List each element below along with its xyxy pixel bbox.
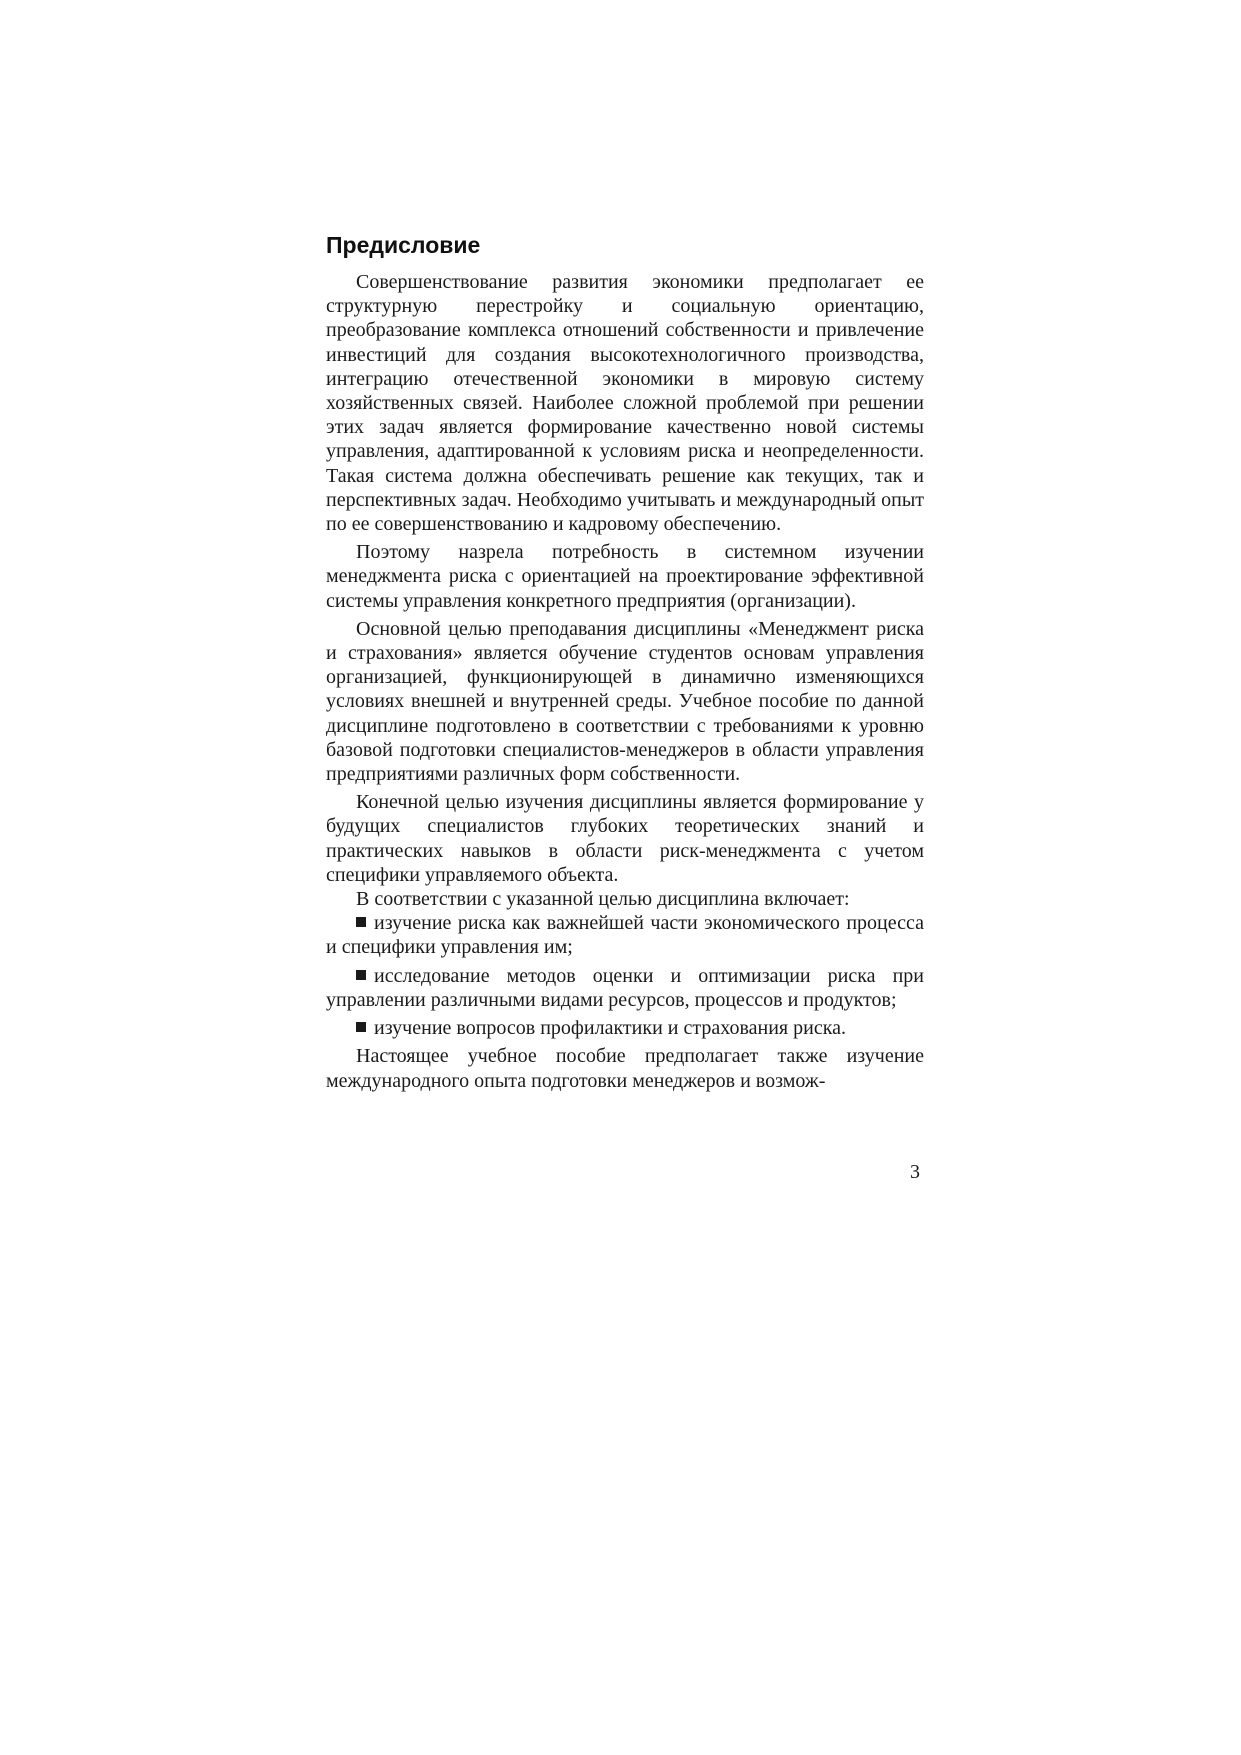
paragraph-1: Совершенствование развития экономики предполагает ее структурную перестройку и социальную ориентацию, преобразование комплекса отношений собственности и привлечение инвестиций для создания высокотехнологичного производства, интеграцию отечественной экономики в мировую систему хозяйственных связей. Наиболее сложной проблемой при решении этих задач является формирование качественно новой системы управления, адаптированной к условиям риска и неопределенности. Такая система должна обеспечивать решение как текущих, так и перспективных задач. Необходимо учитывать и международный опыт по ее совершенствованию и кадровому обеспечению. <box>326 271 924 536</box>
bullet-item-3 <box>326 1016 924 1040</box>
square-bullet-icon <box>356 917 366 927</box>
square-bullet-icon <box>356 1022 366 1032</box>
paragraph-5: В соответствии с указанной целью дисциплина включает: <box>356 888 850 911</box>
square-bullet-icon <box>356 970 366 980</box>
bullet-text-1: изучение риска как важнейшей части экономического процесса и специфики управления им; <box>326 912 924 959</box>
bullet-item-2 <box>326 964 924 1012</box>
closing-paragraph: Настоящее учебное пособие предполагает также изучение международного опыта подготовки менеджеров и возмож- <box>326 1045 924 1092</box>
bullet-text-2: исследование методов оценки и оптимизации риска при управлении различными видами ресурсов, процессов и продуктов; <box>326 964 924 1011</box>
page-number: 3 <box>910 1161 920 1183</box>
page-heading: Предисловие <box>326 232 481 258</box>
paragraph-4: Конечной целью изучения дисциплины является формирование у будущих специалистов глубоких теоретических знаний и практических навыков в области риск-менеджмента с учетом специфики управляемого объекта. <box>326 791 924 886</box>
bullet-item-1 <box>326 911 924 959</box>
text-block <box>326 230 924 1093</box>
paragraph-3: Основной целью преподавания дисциплины «Менеджмент риска и страхования» является обучение студентов основам управления организацией, функционирующей в динамично изменяющихся условиях внешней и внутренней среды. Учебное пособие по данной дисциплине подготовлено в соответствии с требованиями к уровню базовой подготовки специалистов-менеджеров в области управления предприятиями различных форм собственности. <box>326 617 924 786</box>
bullet-text-3: изучение вопросов профилактики и страхования риска. <box>374 1017 846 1040</box>
paragraph-2: Поэтому назрела потребность в системном изучении менеджмента риска с ориентацией на проектирование эффективной системы управления конкретного предприятия (организации). <box>326 541 924 612</box>
